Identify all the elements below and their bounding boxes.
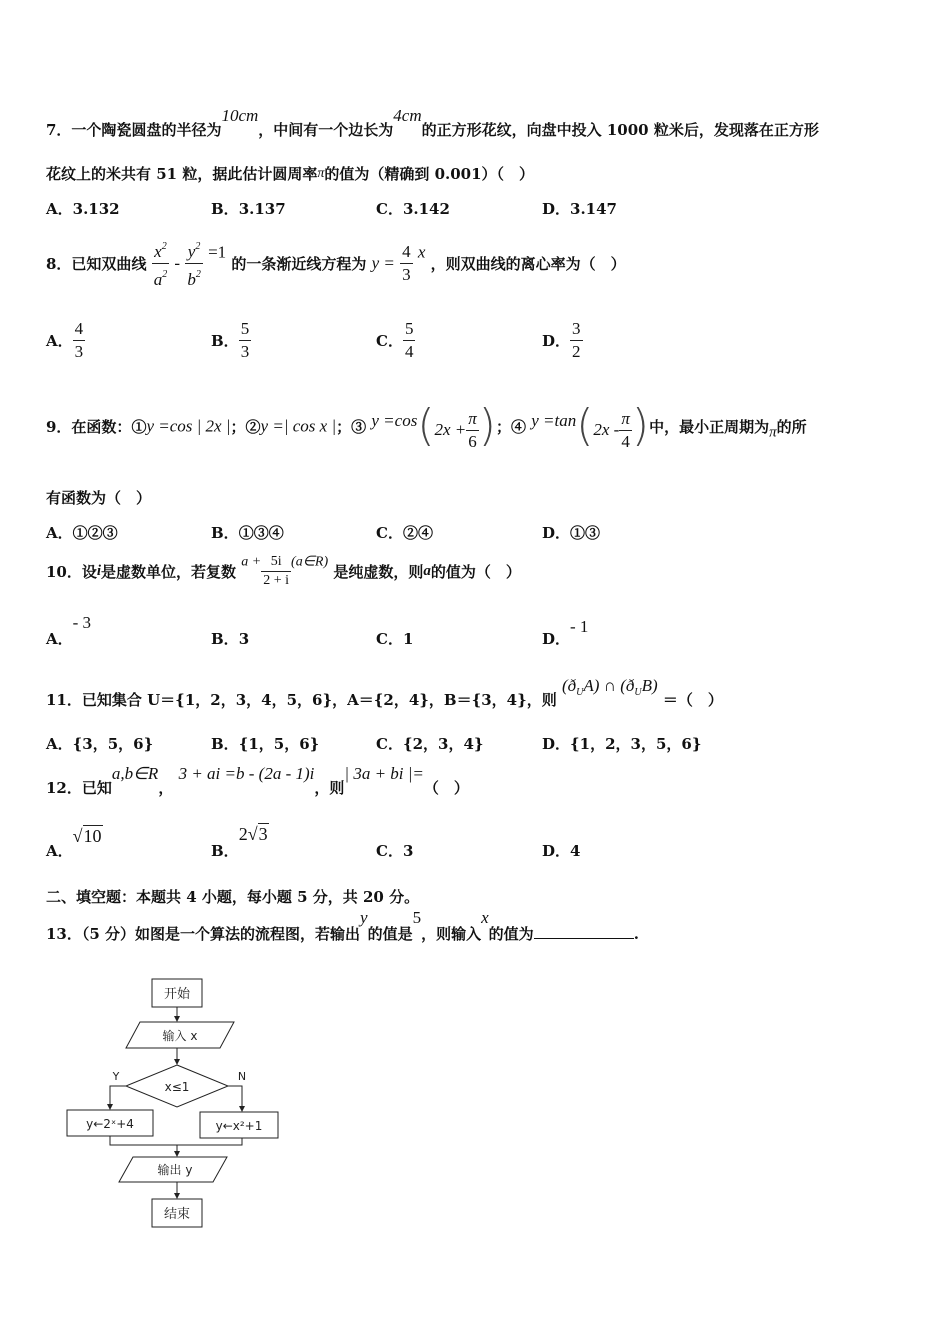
q9-func-4: y =tan(2x - $\frac{\pi}{4}$ ) <box>531 400 650 451</box>
q10-stem: 10．设i是虚数单位，若复数 a + $\frac{5i}{2 + i}$ (a∈R) 是纯虚数，则a的值为（ ） <box>46 554 521 588</box>
q9-option-c[interactable]: C．②④ <box>376 524 433 542</box>
q7-radius: 10cm <box>221 106 259 125</box>
q12-modulus: | 3a + bi |= <box>344 764 424 783</box>
q10-options <box>46 614 926 654</box>
flowchart <box>60 970 290 1235</box>
q11-option-a[interactable]: A．{3，5，6} <box>46 735 154 753</box>
answer-blank[interactable] <box>534 924 634 939</box>
q7-option-b[interactable]: B．3.137 <box>211 200 286 218</box>
q7-line2: 花纹上的米共有 51 粒，据此估计圆周率π的值为（精确到 0.001）（ ） <box>46 165 535 183</box>
q10-option-c[interactable]: C．1 <box>376 630 414 648</box>
flowchart-end-label: 结束 <box>163 1207 191 1222</box>
q9-option-a[interactable]: A．①②③ <box>46 524 118 542</box>
q12-option-b[interactable]: B．2√3 <box>211 824 268 860</box>
q9-func-3: y =cos(2x + $\frac{\pi}{6}$ ) <box>371 400 496 451</box>
flowchart-right-label: y←x²+1 <box>215 1119 263 1133</box>
q9-func-1: y =cos | 2x | <box>146 416 231 436</box>
q7-option-a[interactable]: A．3.132 <box>46 200 120 218</box>
q7-option-d[interactable]: D．3.147 <box>542 200 617 218</box>
q10-option-b[interactable]: B．3 <box>211 630 250 648</box>
q10-option-a[interactable]: A．- 3 <box>46 613 92 648</box>
q11-option-c[interactable]: C．{2，3，4} <box>376 735 484 753</box>
q12-equation: 3 + ai =b - (2a - 1)i <box>178 764 315 783</box>
q9-stem: 9．在函数：①y =cos | 2x |；②y =| cos x |；③ y =cos(2x + $\frac{\pi}{6}$ )；④ y =tan(2x - $\frac{\pi}{4}$ )中，最小正周期为π的所 <box>46 400 807 451</box>
sqrt-symbol: √ <box>247 824 258 844</box>
flowchart-input-label: 输入 x <box>162 1029 198 1043</box>
q13-stem: 13．（5 分）如图是一个算法的流程图，若输出y的值是5，则输入x的值为 . <box>46 908 639 943</box>
flowchart-decision-label: x≤1 <box>164 1080 190 1094</box>
q8-options <box>46 318 926 368</box>
flowchart-start-label: 开始 <box>163 987 191 1002</box>
q10-option-d[interactable]: D．- 1 <box>542 617 589 648</box>
q11-option-b[interactable]: B．{1，5，6} <box>211 735 320 753</box>
q8-hyperbola-y-term: $\frac{y^2}{b^2}$ <box>185 236 203 291</box>
q8-asymptote-slope: $\frac{4}{3}$ <box>402 242 411 284</box>
q8-stem: 8．已知双曲线 $\frac{x^2}{a^2}$ - $\frac{y^2}{b^2}$ =1 的一条渐近线方程为 y = $\frac{4}{3}$ x ，则双曲线的离心率为（ ） <box>46 236 626 291</box>
q8-option-c[interactable]: C． $\frac{5}{4}$ <box>376 319 414 361</box>
q12-stem: 12．已知a,b∈R， 3 + ai =b - (2a - 1)i，则| 3a + bi |=（ ） <box>46 764 469 797</box>
q7-option-c[interactable]: C．3.142 <box>376 200 450 218</box>
section-heading: 二、填空题：本题共 4 小题，每小题 5 分，共 20 分。 <box>46 888 420 906</box>
q8-option-b[interactable]: B． $\frac{5}{3}$ <box>211 319 250 361</box>
q9-option-d[interactable]: D．①③ <box>542 524 601 542</box>
q11-stem: 11．已知集合 U＝{1，2，3，4，5，6}，A＝{2，4}，B＝{3，4}，则 $(ð_UA)$ ∩ $(ð_UB)$ ＝（ ） <box>46 676 723 709</box>
q10-fraction: $\frac{5i}{2 + i}$ <box>263 554 290 588</box>
q11-set-expression: $(ð_UA)$ ∩ $(ð_UB)$ <box>561 676 658 698</box>
flowchart-no-label: N <box>237 1070 247 1083</box>
flowchart-left-label: y←2ˣ+4 <box>86 1117 134 1131</box>
q9-line2: 有函数为（ ） <box>46 489 152 507</box>
q7-side: 4cm <box>393 106 422 125</box>
q9-option-b[interactable]: B．①③④ <box>211 524 284 542</box>
flowchart-output-label: 输出 y <box>157 1163 193 1177</box>
q12-options <box>46 826 926 866</box>
q8-option-d[interactable]: D． $\frac{3}{2}$ <box>542 319 581 361</box>
q8-hyperbola-x-term: $\frac{x^2}{a^2}$ <box>152 236 170 291</box>
flowchart-yes-label: Y <box>112 1070 120 1083</box>
q8-option-a[interactable]: A． $\frac{4}{3}$ <box>46 319 84 361</box>
q12-option-a[interactable]: A．√10 <box>46 826 102 860</box>
q9-func-2: y =| cos x | <box>260 416 337 436</box>
q7-line1: 7．一个陶瓷圆盘的半径为10cm，中间有一个边长为4cm的正方形花纹，向盘中投入 1000 粒米后，发现落在正方形 <box>46 106 819 139</box>
q11-option-d[interactable]: D．{1，2，3，5，6} <box>542 735 702 753</box>
q12-option-c[interactable]: C．3 <box>376 842 414 860</box>
sqrt-symbol: √ <box>72 826 83 846</box>
q12-option-d[interactable]: D．4 <box>542 842 581 860</box>
